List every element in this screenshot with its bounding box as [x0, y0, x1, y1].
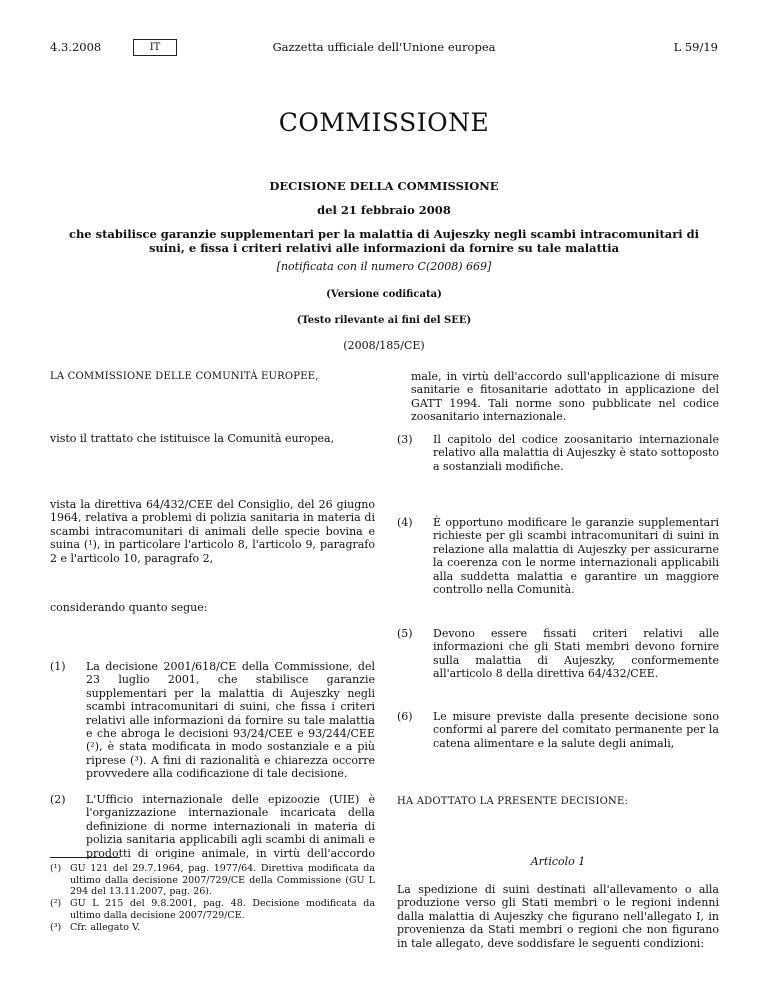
recital-2-continued: male, in virtù dell'accordo sull'applicazione di misure sanitarie e fitosanitarie adottato in applicazione del GATT 1994. Tali norme sono pubblicate nel codice zoosanitario internazionale.: [411, 370, 719, 424]
recital-2-part-1: L'Ufficio internazionale delle epizoozie (UIE) è l'organizzazione internazionale incaricata della definizione di norme internazionali in materia di polizia sanitaria applicabili agli scambi di animali e prodotti di origine animale, in virtù dell'accordo: [86, 793, 375, 859]
considering-intro: considerando quanto segue:: [50, 601, 208, 614]
article-1-title: Articolo 1: [530, 855, 586, 868]
footnote-3: Cfr. allegato V.: [70, 922, 141, 933]
recital-4: È opportuno modificare le garanzie supplementari richieste per gli scambi intracomunitari di suini in relazione alla malattia di Aujeszky per assicurarne la coerenza con le norme internazionali applicabili alla suddetta malattia e garantire un maggiore controllo nella Comunità.: [433, 516, 719, 597]
recital-number-6: (6): [397, 710, 413, 723]
adoption-statement: HA ADOTTATO LA PRESENTE DECISIONE:: [397, 796, 629, 807]
decision-number: (2008/185/CE): [343, 339, 425, 352]
footnote-mark-1: (¹): [50, 863, 62, 874]
decision-date: del 21 febbraio 2008: [317, 203, 451, 217]
decision-title: DECISIONE DELLA COMMISSIONE: [269, 179, 499, 193]
footnote-1: GU 121 del 29.7.1964, pag. 1977/64. Direttiva modificata da ultimo dalla decisione 2007/729/CE della Commissione (GU L 294 del 13.11.2007, pag. 26).: [70, 863, 375, 898]
recital-number-3: (3): [397, 433, 413, 446]
recital-5: Devono essere fissati criteri relativi alle informazioni che gli Stati membri devono fornire sulla malattia di Aujeszky, conformemente all'articolo 8 della direttiva 64/432/CEE.: [433, 627, 719, 681]
journal-title: Gazzetta ufficiale dell'Unione europea: [272, 40, 496, 54]
recital-number-5: (5): [397, 627, 413, 640]
footnote-2: GU L 215 del 9.8.2001, pag. 48. Decisione modificata da ultimo dalla decisione 2007/729/CE.: [70, 898, 375, 921]
publication-date: 4.3.2008: [50, 40, 102, 54]
visto-treaty: visto il trattato che istituisce la Comunità europea,: [50, 432, 335, 445]
footnote-rule: [50, 857, 120, 858]
page-reference: L 59/19: [673, 40, 718, 54]
codified-version-label: (Versione codificata): [326, 289, 442, 300]
notification-number: [notificata con il numero C(2008) 669]: [276, 260, 492, 273]
recital-6: Le misure previste dalla presente decisione sono conformi al parere del comitato permanente per la catena alimentare e la salute degli animali,: [433, 710, 719, 750]
decision-subject-line-1: che stabilisce garanzie supplementari per la malattia di Aujeszky negli scambi intracomunitari di: [68, 227, 700, 241]
article-1-text: La spedizione di suini destinati all'allevamento o alla produzione verso gli Stati membri o le regioni indenni dalla malattia di Aujeszky che figurano nell'allegato I, in provenienza da Stati membri o regioni che non figurano in tale allegato, deve soddisfare le seguenti condizioni:: [397, 883, 719, 950]
language-badge: IT: [133, 39, 177, 56]
preamble-author: LA COMMISSIONE DELLE COMUNITÀ EUROPEE,: [50, 371, 319, 382]
recital-3: Il capitolo del codice zoosanitario internazionale relativo alla malattia di Aujeszky è stato sottoposto a sostanziali modifiche.: [433, 433, 719, 473]
section-title: COMMISSIONE: [278, 108, 490, 137]
decision-subject-line-2: suini, e fissa i criteri relativi alle informazioni da fornire su tale malattia: [148, 241, 620, 255]
footnote-mark-2: (²): [50, 898, 62, 909]
recital-number-4: (4): [397, 516, 413, 529]
recital-number-1: (1): [50, 660, 66, 673]
visto-directive: vista la direttiva 64/432/CEE del Consiglio, del 26 giugno 1964, relativa a problemi di polizia sanitaria in materia di scambi intracomunitari di animali delle specie bovina e suina (¹), in particolare l'articolo 8, l'articolo 9, paragrafo 2 e l'articolo 10, paragrafo 2,: [50, 498, 375, 565]
recital-1: La decisione 2001/618/CE della Commissione, del 23 luglio 2001, che stabilisce garanzie supplementari per la malattia di Aujeszky negli scambi intracomunitari di suini, che fissa i criteri relativi alle informazioni da fornire su tale malattia e che abroga le decisioni 93/24/CEE e 93/244/CEE (²), è stata modificata in modo sostanziale e a più riprese (³). A fini di razionalità e chiarezza occorre provvedere alla codificazione di tale decisione.: [86, 660, 375, 781]
recital-number-2: (2): [50, 793, 66, 806]
footnote-mark-3: (³): [50, 922, 62, 933]
decision-subject: [0, 227, 768, 255]
eea-relevance-label: (Testo rilevante ai fini del SEE): [296, 315, 472, 326]
